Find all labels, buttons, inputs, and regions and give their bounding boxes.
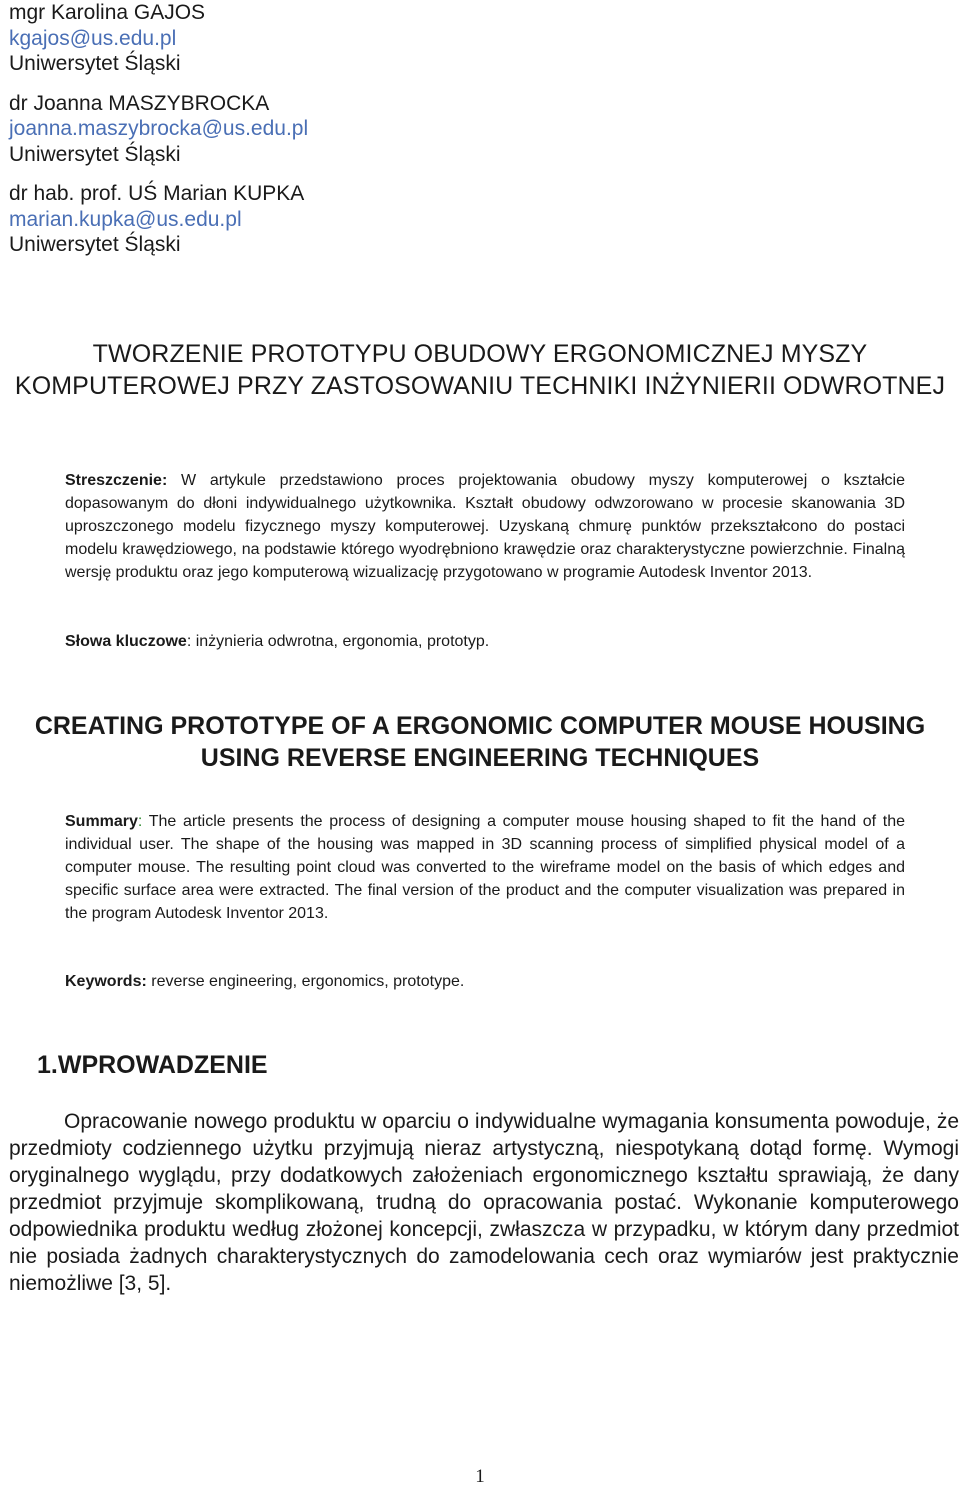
- author-affiliation: Uniwersytet Śląski: [9, 52, 181, 75]
- intro-paragraph: [9, 1108, 959, 1297]
- section-heading-introduction: 1.WPROWADZENIE: [37, 1051, 268, 1079]
- keywords-text: reverse engineering, ergonomics, prototype.: [151, 973, 465, 990]
- author-name: dr hab. prof. UŚ Marian KUPKA: [9, 182, 305, 205]
- author-list: [9, 0, 308, 258]
- author-affiliation: Uniwersytet Śląski: [9, 233, 181, 256]
- keywords-polish: [65, 630, 905, 653]
- author-3: [9, 181, 308, 258]
- author-email-link[interactable]: joanna.maszybrocka@us.edu.pl: [9, 117, 309, 140]
- intro-paragraph-text: Opracowanie nowego produktu w oparciu o indywidualne wymagania konsumenta powoduje, że przedmioty codziennego użytku przyjmują nieraz artystyczną, niespotykaną dotąd formę. Wymogi oryginalnego wyglądu, przy dodatkowych założeniach ergonomicznego kształtu sprawiają, że dany przedmiot przyjmuje skomplikowaną, trudną do opracowania postać. Wykonanie komputerowego odpowiednika produktu według złożonej koncepcji, zwłaszcza w przypadku, w którym dany przedmiot nie posiada żadnych charakterystycznych do zamodelowania cech oraz wymiarów jest praktycznie niemożliwe [3, 5].: [9, 1110, 959, 1295]
- author-1: [9, 0, 308, 77]
- abstract-polish: [65, 469, 905, 584]
- paper-title-polish: TWORZENIE PROTOTYPU OBUDOWY ERGONOMICZNEJ MYSZY KOMPUTEROWEJ PRZY ZASTOSOWANIU TECHNIKI INŻYNIERII ODWROTNEJ: [14, 340, 946, 400]
- abstract-text: W artykule przedstawiono proces projektowania obudowy myszy komputerowej o kształcie dopasowanym do dłoni indywidualnego użytkownika. Kształt obudowy odwzorowano w procesie skanowania 3D uproszczonego modelu fizycznego myszy komputerowej. Uzyskaną chmurę punktów przekształcono do postaci modelu krawędziowego, na podstawie którego wyodrębniono krawędzie oraz charakterystyczne powierzchnie. Finalną wersję produktu oraz jego komputerową wizualizację przygotowano w programie Autodesk Inventor 2013.: [65, 472, 905, 581]
- author-name: mgr Karolina GAJOS: [9, 1, 206, 24]
- page-number: 1: [475, 1466, 485, 1487]
- abstract-english: [65, 810, 905, 925]
- author-email-link[interactable]: marian.kupka@us.edu.pl: [9, 207, 242, 231]
- author-2: [9, 91, 308, 168]
- summary-text: The article presents the process of designing a computer mouse housing shaped to fit the hand of the individual user. The shape of the housing was mapped in 3D scanning process of simplified physical model of a computer mouse. The resulting point cloud was converted to the wireframe model on the basis of which edges and specific surface area were extracted. The final version of the product and the computer visualization was prepared in the program Autodesk Inventor 2013.: [65, 813, 905, 922]
- abstract-label: Streszczenie:: [65, 472, 168, 489]
- keywords-label: Słowa kluczowe: [65, 633, 187, 650]
- keywords-english: [65, 970, 905, 993]
- keywords-label: Keywords:: [65, 973, 147, 990]
- author-email-link[interactable]: kgajos@us.edu.pl: [9, 26, 177, 50]
- summary-label: Summary: [65, 813, 138, 830]
- author-name: dr Joanna MASZYBROCKA: [9, 91, 270, 115]
- paper-title-english: CREATING PROTOTYPE OF A ERGONOMIC COMPUTER MOUSE HOUSING USING REVERSE ENGINEERING TECHNIQUES: [34, 712, 926, 772]
- summary-colon: :: [137, 813, 143, 830]
- author-affiliation: Uniwersytet Śląski: [9, 142, 181, 166]
- keywords-text: : inżynieria odwrotna, ergonomia, prototyp.: [186, 633, 490, 650]
